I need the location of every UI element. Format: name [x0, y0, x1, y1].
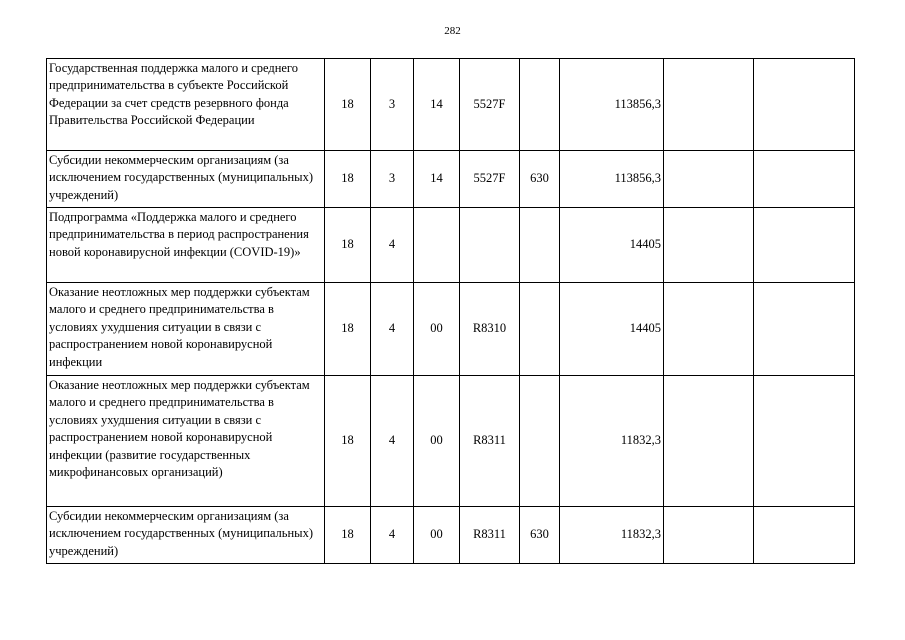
cell-name: Государственная поддержка малого и среднего предпринимательства в субъекте Российской Федерации за счет средств резервного фонда Правительства Российской Федерации: [47, 59, 325, 151]
cell-expense-type: 630: [520, 507, 560, 564]
cell-extra-1: [664, 208, 754, 283]
cell-expense-type: 630: [520, 151, 560, 208]
cell-subprogram: 4: [371, 208, 414, 283]
cell-code: R8310: [460, 283, 520, 376]
cell-code: R8311: [460, 376, 520, 507]
table-row: [47, 376, 855, 507]
cell-extra-2: [754, 507, 855, 564]
cell-code: R8311: [460, 507, 520, 564]
cell-extra-1: [664, 151, 754, 208]
cell-code: 5527F: [460, 151, 520, 208]
cell-ministry: 18: [325, 376, 371, 507]
cell-code: [460, 208, 520, 283]
cell-ministry: 18: [325, 59, 371, 151]
cell-amount: 11832,3: [560, 376, 664, 507]
budget-table: [46, 58, 855, 564]
cell-event: 14: [414, 59, 460, 151]
cell-expense-type: [520, 376, 560, 507]
cell-extra-1: [664, 376, 754, 507]
table-row: [47, 59, 855, 151]
cell-extra-2: [754, 283, 855, 376]
cell-event: 00: [414, 283, 460, 376]
cell-name: Оказание неотложных мер поддержки субъектам малого и среднего предпринимательства в условиях ухудшения ситуации в связи с распространением новой коронавирусной инфекции: [47, 283, 325, 376]
cell-subprogram: 3: [371, 151, 414, 208]
cell-amount: 11832,3: [560, 507, 664, 564]
cell-ministry: 18: [325, 283, 371, 376]
cell-extra-2: [754, 59, 855, 151]
cell-subprogram: 4: [371, 507, 414, 564]
page-number: 282: [444, 25, 461, 37]
cell-ministry: 18: [325, 507, 371, 564]
cell-ministry: 18: [325, 208, 371, 283]
cell-extra-1: [664, 507, 754, 564]
cell-extra-1: [664, 59, 754, 151]
table-row: [47, 151, 855, 208]
table-row: [47, 507, 855, 564]
cell-name: Субсидии некоммерческим организациям (за исключением государственных (муниципальных) учреждений): [47, 507, 325, 564]
cell-subprogram: 4: [371, 283, 414, 376]
cell-name: Субсидии некоммерческим организациям (за исключением государственных (муниципальных) учреждений): [47, 151, 325, 208]
cell-extra-2: [754, 208, 855, 283]
cell-name: Подпрограмма «Поддержка малого и среднего предпринимательства в период распространения новой коронавирусной инфекции (COVID-19)»: [47, 208, 325, 283]
cell-extra-2: [754, 151, 855, 208]
cell-event: 14: [414, 151, 460, 208]
cell-event: [414, 208, 460, 283]
cell-ministry: 18: [325, 151, 371, 208]
cell-name: Оказание неотложных мер поддержки субъектам малого и среднего предпринимательства в условиях ухудшения ситуации в связи с распространением новой коронавирусной инфекции (развитие государственных микрофинансовых организаций): [47, 376, 325, 507]
cell-subprogram: 4: [371, 376, 414, 507]
cell-expense-type: [520, 59, 560, 151]
cell-amount: 14405: [560, 208, 664, 283]
cell-extra-2: [754, 376, 855, 507]
cell-amount: 14405: [560, 283, 664, 376]
cell-event: 00: [414, 376, 460, 507]
cell-extra-1: [664, 283, 754, 376]
table-row: [47, 208, 855, 283]
cell-expense-type: [520, 283, 560, 376]
cell-code: 5527F: [460, 59, 520, 151]
cell-amount: 113856,3: [560, 151, 664, 208]
cell-event: 00: [414, 507, 460, 564]
cell-subprogram: 3: [371, 59, 414, 151]
cell-expense-type: [520, 208, 560, 283]
cell-amount: 113856,3: [560, 59, 664, 151]
table-body: [47, 59, 855, 564]
table-row: [47, 283, 855, 376]
